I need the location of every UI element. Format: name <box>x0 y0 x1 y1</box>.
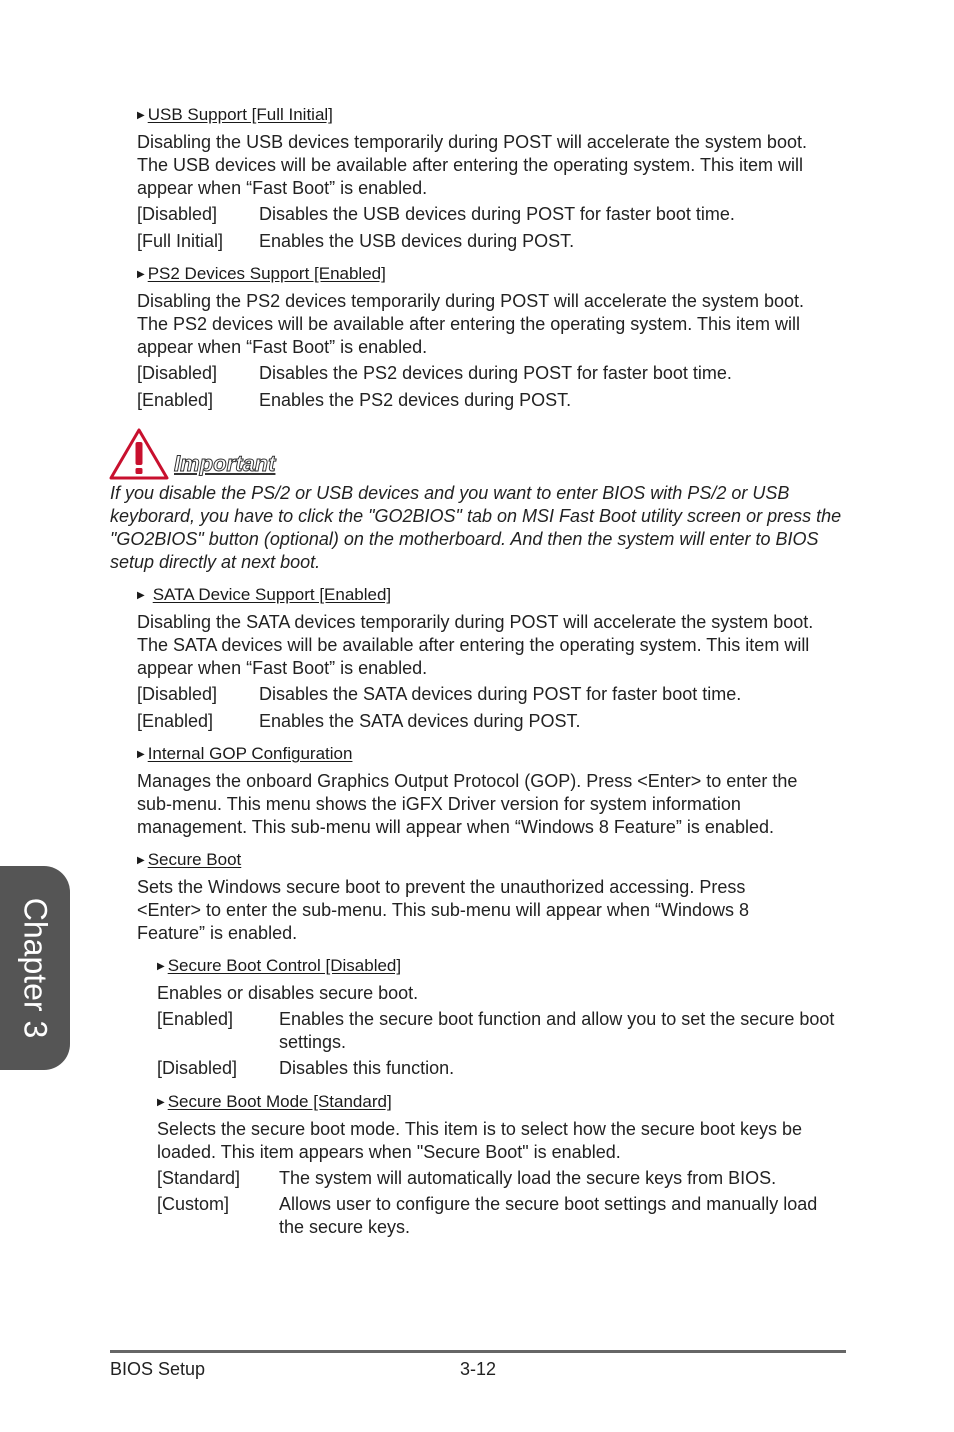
sb-mode-option-standard: [Standard] The system will automatically load the secure keys from BIOS. <box>157 1168 777 1188</box>
secure-boot-mode-heading: ▶ Secure Boot Mode [Standard] <box>157 1092 392 1111</box>
usb-support-heading: ▶ USB Support [Full Initial] <box>137 105 333 124</box>
ps2-support-description: Disabling the PS2 devices temporarily during POST will accelerate the system boot. The PS2 devices will be available after entering the operating system. This item will appear when “Fast Boot” is enabled. <box>137 291 804 357</box>
sata-support-heading: ▶ SATA Device Support [Enabled] <box>137 585 392 604</box>
secure-boot-heading: ▶ Secure Boot <box>137 850 242 869</box>
usb-option-disabled: [Disabled] Disables the USB devices during POST for faster boot time. <box>137 204 735 224</box>
chapter-tab-label: Chapter 3 <box>17 897 54 1039</box>
important-note-text: If you disable the PS/2 or USB devices and you want to enter BIOS with PS/2 or USB keyborard, you have to click the "GO2BIOS" tab on MSI Fast Boot utility screen or press the "GO2BIOS" button (optional) on the motherboard. And then the system will enter to BIOS setup directly at next boot. <box>110 483 842 572</box>
triangle-bullet-icon: ▶ <box>157 1097 165 1108</box>
footer-divider <box>110 1350 846 1353</box>
ps2-option-disabled: [Disabled] Disables the PS2 devices during POST for faster boot time. <box>137 363 732 383</box>
triangle-bullet-icon: ▶ <box>157 961 165 972</box>
sb-control-option-disabled: [Disabled] Disables this function. <box>157 1058 455 1078</box>
sata-support-description: Disabling the SATA devices temporarily during POST will accelerate the system boot. The SATA devices will be available after entering the operating system. This item will appear when “Fast Boot” is enabled. <box>137 612 814 678</box>
footer-section-title: BIOS Setup <box>110 1359 206 1379</box>
warning-triangle-icon <box>108 427 170 481</box>
triangle-bullet-icon: ▶ <box>137 110 145 121</box>
triangle-bullet-icon: ▶ <box>137 269 145 280</box>
sb-control-option-enabled: [Enabled] Enables the secure boot function and allow you to set the secure boot settings. <box>157 1009 835 1052</box>
usb-option-full-initial: [Full Initial] Enables the USB devices during POST. <box>137 231 575 251</box>
chapter-tab <box>0 866 70 1070</box>
gop-config-heading: ▶ Internal GOP Configuration <box>137 744 353 763</box>
sata-option-disabled: [Disabled] Disables the SATA devices during POST for faster boot time. <box>137 684 742 704</box>
footer-page-number: 3-12 <box>460 1359 497 1379</box>
triangle-bullet-icon: ▶ <box>137 590 145 601</box>
secure-boot-mode-description: Selects the secure boot mode. This item is to select how the secure boot keys be loaded. This item appears when "Secure Boot" is enabled. <box>157 1119 803 1162</box>
triangle-bullet-icon: ▶ <box>137 855 145 866</box>
ps2-support-heading: ▶ PS2 Devices Support [Enabled] <box>137 264 386 283</box>
secure-boot-description: Sets the Windows secure boot to prevent the unauthorized accessing. Press <Enter> to enter the sub-menu. This sub-menu will appear when “Windows 8 Feature” is enabled. <box>137 877 749 943</box>
important-title: Important <box>174 451 276 476</box>
triangle-bullet-icon: ▶ <box>137 749 145 760</box>
secure-boot-control-heading: ▶ Secure Boot Control [Disabled] <box>157 956 402 975</box>
usb-support-description: Disabling the USB devices temporarily during POST will accelerate the system boot. The USB devices will be available after entering the operating system. This item will appear when “Fast Boot” is enabled. <box>137 132 807 198</box>
sb-mode-option-custom: [Custom] Allows user to configure the secure boot settings and manually load the secure keys. <box>157 1194 818 1237</box>
gop-config-description: Manages the onboard Graphics Output Protocol (GOP). Press <Enter> to enter the sub-menu. This menu shows the iGFX Driver version for system information management. This sub-menu will appear when “Windows 8 Feature” is enabled. <box>137 771 798 837</box>
ps2-option-enabled: [Enabled] Enables the PS2 devices during POST. <box>137 390 572 410</box>
secure-boot-control-description: Enables or disables secure boot. <box>157 983 419 1003</box>
sata-option-enabled: [Enabled] Enables the SATA devices during POST. <box>137 711 581 731</box>
